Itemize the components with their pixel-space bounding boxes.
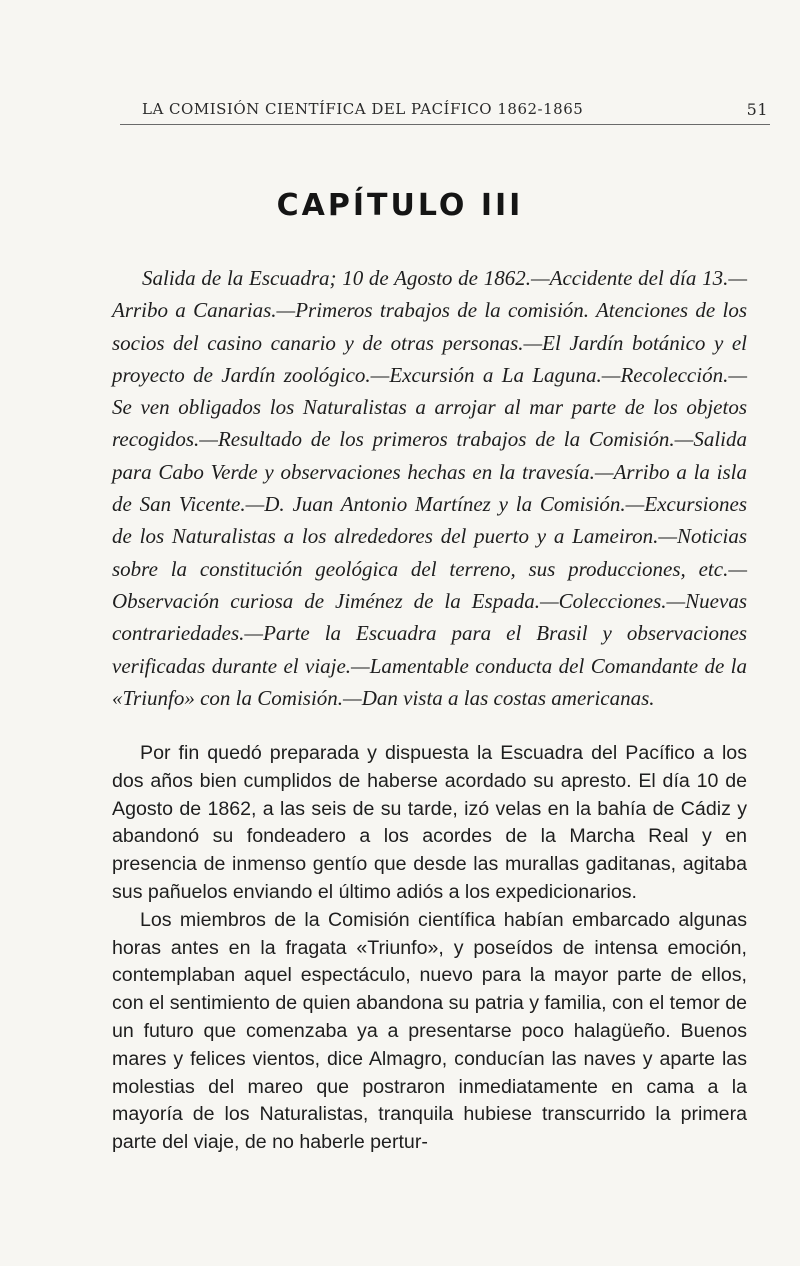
body-text (112, 740, 747, 1157)
paragraph: Por fin quedó preparada y dispuesta la Escuadra del Pacífico a los dos años bien cumplidos de haberse acordado su apresto. El día 10 de Agosto de 1862, a las seis de su tarde, izó velas en la bahía de Cádiz y abandonó su fondeadero a los acordes de la Marcha Real y en presencia de inmenso gentío que desde las murallas gaditanas, agitaba sus pañuelos enviando el último adiós a los expedicionarios. (112, 742, 747, 903)
paragraph: Los miembros de la Comisión científica habían embarcado algunas horas antes en la fragata «Triunfo», y poseídos de intensa emoción, contemplaban aquel espectáculo, nuevo para la mayor parte de ellos, con el sentimiento de quien abandona su patria y familia, con el temor de un futuro que comenzaba ya a presentarse poco halagüeño. Buenos mares y felices vientos, dice Almagro, conducían las naves y aparte las molestias del mareo que postraron inmediatamente en cama a la mayoría de los Naturalistas, tranquila hubiese transcurrido la primera parte del viaje, de no haberle pertur- (112, 908, 748, 1154)
running-header (118, 98, 768, 122)
header-rule (120, 124, 770, 125)
chapter-summary: Salida de la Escuadra; 10 de Agosto de 1862.—Accidente del día 13.—Arribo a Canarias.—Primeros trabajos de la comisión. Atenciones de los socios del casino canario y de otras personas.—El Jardín botánico y el proyecto de Jardín zoológico.—Excursión a La Laguna.—Recolección.—Se ven obligados los Naturalistas a arrojar al mar parte de los objetos recogidos.—Resultado de los primeros trabajos de la Comisión.—Salida para Cabo Verde y observaciones hechas en la travesía.—Arribo a la isla de San Vicente.—D. Juan Antonio Martínez y la Comisión.—Excursiones de los Naturalistas a los alrededores del puerto y a Lameiron.—Noticias sobre la constitución geológica del terreno, sus producciones, etc.—Observación curiosa de Jiménez de la Espada.—Colecciones.—Nuevas contrariedades.—Parte la Escuadra para el Brasil y observaciones verificadas durante el viaje.—Lamentable conducta del Comandante de la «Triunfo» con la Comisión.—Dan vista a las costas americanas. (112, 266, 747, 710)
page-number: 51 (746, 100, 768, 119)
running-title: LA COMISIÓN CIENTÍFICA DEL PACÍFICO 1862-1865 (142, 100, 584, 118)
chapter-title: CAPÍTULO III (276, 188, 524, 223)
